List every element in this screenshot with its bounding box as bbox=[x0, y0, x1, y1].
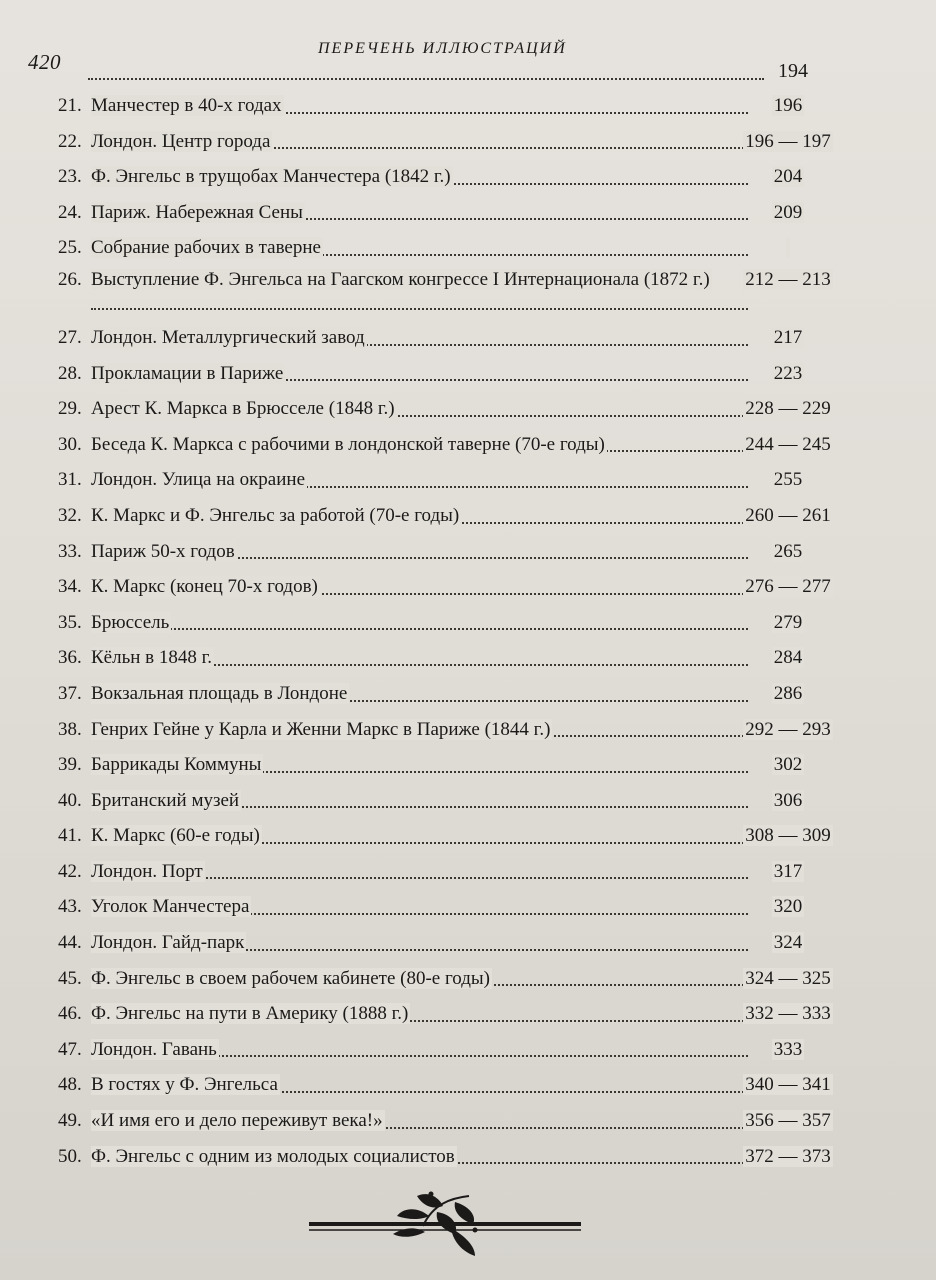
entry-number: 35. bbox=[58, 611, 82, 633]
list-item bbox=[58, 1067, 858, 1103]
entry-page: 332 — 333 bbox=[745, 1003, 831, 1025]
entry-title: Лондон. Гавань bbox=[91, 1038, 217, 1060]
entry-title: Выступление Ф. Энгельса на Гаагском конгрессе I Интернационала (1872 г.) bbox=[91, 268, 710, 290]
illustrations-list bbox=[58, 88, 858, 1174]
entry-page: 372 — 373 bbox=[745, 1145, 831, 1167]
entry-number: 28. bbox=[58, 362, 82, 384]
entry-number: 26. bbox=[58, 268, 82, 290]
entry-page: 217 bbox=[773, 326, 803, 348]
list-item bbox=[58, 88, 858, 124]
entry-page: 324 — 325 bbox=[745, 967, 831, 989]
entry-number: 27. bbox=[58, 326, 82, 348]
entry-title: «И имя его и дело переживут века!» bbox=[91, 1110, 383, 1132]
entry-number: 25. bbox=[58, 237, 82, 259]
entry-title: Лондон. Порт bbox=[91, 860, 203, 882]
dot-leader bbox=[88, 78, 764, 80]
entry-page: 228 — 229 bbox=[745, 398, 831, 420]
entry-page: 286 bbox=[773, 682, 803, 704]
entry-title: Париж. Набережная Сены bbox=[91, 201, 303, 223]
list-item bbox=[58, 569, 858, 605]
list-item bbox=[58, 195, 858, 231]
entry-title: Ф. Энгельс в трущобах Манчестера (1842 г.) bbox=[91, 166, 451, 188]
dot-leader bbox=[91, 308, 748, 310]
entry-number: 33. bbox=[58, 540, 82, 562]
entry-number: 46. bbox=[58, 1003, 82, 1025]
list-item bbox=[58, 391, 858, 427]
entry-title: К. Маркс (60-е годы) bbox=[91, 825, 260, 847]
entry-page: 302 bbox=[773, 754, 803, 776]
entry-number: 44. bbox=[58, 932, 82, 954]
entry-number: 32. bbox=[58, 504, 82, 526]
entry-title: Лондон. Гайд-парк bbox=[91, 932, 245, 954]
entry-title: Брюссель bbox=[91, 611, 170, 633]
entry-number: 31. bbox=[58, 469, 82, 491]
entry-number: 41. bbox=[58, 825, 82, 847]
entry-number: 43. bbox=[58, 896, 82, 918]
list-item bbox=[58, 230, 858, 266]
entry-title: Беседа К. Маркса с рабочими в лондонской таверне (70-е годы) bbox=[91, 433, 605, 455]
entry-number: 24. bbox=[58, 201, 82, 223]
entry-title: Лондон. Металлургический завод bbox=[91, 326, 365, 348]
list-item bbox=[58, 996, 858, 1032]
running-title: ПЕРЕЧЕНЬ ИЛЛЮСТРАЦИЙ bbox=[318, 40, 567, 57]
entry-page: 265 bbox=[773, 540, 803, 562]
entry-title: Британский музей bbox=[91, 789, 240, 811]
entry-page: 204 bbox=[773, 166, 803, 188]
entry-title: К. Маркс и Ф. Энгельс за работой (70-е годы) bbox=[91, 504, 460, 526]
entry-page: 196 — 197 bbox=[745, 130, 831, 152]
entry-number: 40. bbox=[58, 789, 82, 811]
list-item bbox=[58, 159, 858, 195]
list-item bbox=[58, 640, 858, 676]
continuation-page: 194 bbox=[778, 60, 808, 82]
entry-title: Лондон. Центр города bbox=[91, 130, 271, 152]
entry-title: Генрих Гейне у Карла и Женни Маркс в Париже (1844 г.) bbox=[91, 718, 551, 740]
continuation-row bbox=[88, 58, 828, 86]
list-item bbox=[58, 818, 858, 854]
dot-leader bbox=[91, 628, 748, 630]
list-item bbox=[58, 783, 858, 819]
entry-page: 340 — 341 bbox=[745, 1074, 831, 1096]
entry-number: 39. bbox=[58, 754, 82, 776]
entry-title: Кёльн в 1848 г. bbox=[91, 647, 213, 669]
entry-page: 292 — 293 bbox=[745, 718, 831, 740]
entry-number: 50. bbox=[58, 1145, 82, 1167]
entry-number: 45. bbox=[58, 967, 82, 989]
entry-page: 276 — 277 bbox=[745, 576, 831, 598]
entry-title: Прокламации в Париже bbox=[91, 362, 284, 384]
list-item bbox=[58, 676, 858, 712]
list-item bbox=[58, 1103, 858, 1139]
entry-number: 21. bbox=[58, 95, 82, 116]
entry-title: Собрание рабочих в таверне bbox=[91, 237, 321, 259]
list-item bbox=[58, 1139, 858, 1175]
entry-title: Манчестер в 40-х годах bbox=[91, 95, 282, 116]
entry-title: В гостях у Ф. Энгельса bbox=[91, 1074, 278, 1096]
entry-title: Баррикады Коммуны bbox=[91, 754, 262, 776]
list-item bbox=[58, 1032, 858, 1068]
entry-title: Ф. Энгельс на пути в Америку (1888 г.) bbox=[91, 1003, 409, 1025]
entry-number: 38. bbox=[58, 718, 82, 740]
entry-page: 244 — 245 bbox=[745, 433, 831, 455]
entry-page bbox=[786, 237, 790, 258]
list-item bbox=[58, 712, 858, 748]
entry-page: 333 bbox=[773, 1038, 803, 1060]
list-item bbox=[58, 356, 858, 392]
entry-number: 48. bbox=[58, 1074, 82, 1096]
entry-title: Ф. Энгельс с одним из молодых социалистов bbox=[91, 1145, 455, 1167]
entry-title: Вокзальная площадь в Лондоне bbox=[91, 682, 348, 704]
list-item bbox=[58, 925, 858, 961]
entry-number: 47. bbox=[58, 1038, 82, 1060]
entry-page: 306 bbox=[773, 789, 803, 811]
list-item bbox=[58, 320, 858, 356]
list-item bbox=[58, 266, 858, 320]
list-item bbox=[58, 605, 858, 641]
entry-number: 23. bbox=[58, 166, 82, 188]
entry-page: 324 bbox=[773, 932, 803, 954]
list-item bbox=[58, 889, 858, 925]
entry-title: Лондон. Улица на окраине bbox=[91, 469, 306, 491]
entry-page: 308 — 309 bbox=[745, 825, 831, 847]
entry-page: 320 bbox=[773, 896, 803, 918]
entry-page: 209 bbox=[773, 201, 803, 223]
entry-number: 22. bbox=[58, 130, 82, 152]
page-number: 420 bbox=[28, 50, 61, 74]
list-item bbox=[58, 854, 858, 890]
laurel-ornament bbox=[305, 1190, 585, 1260]
entry-number: 29. bbox=[58, 398, 82, 420]
entry-title: Ф. Энгельс в своем рабочем кабинете (80-е годы) bbox=[91, 967, 490, 989]
entry-page: 223 bbox=[773, 362, 803, 384]
entry-number: 30. bbox=[58, 433, 82, 455]
entry-title: К. Маркс (конец 70-х годов) bbox=[91, 576, 318, 598]
list-item bbox=[58, 961, 858, 997]
list-item bbox=[58, 462, 858, 498]
list-item bbox=[58, 747, 858, 783]
entry-page: 255 bbox=[773, 469, 803, 491]
entry-page: 356 — 357 bbox=[745, 1110, 831, 1132]
entry-page: 212 — 213 bbox=[745, 268, 831, 290]
entry-title: Париж 50-х годов bbox=[91, 540, 235, 562]
entry-title: Уголок Манчестера bbox=[91, 896, 250, 918]
entry-page: 196 bbox=[773, 95, 803, 116]
entry-page: 279 bbox=[773, 611, 803, 633]
list-item bbox=[58, 498, 858, 534]
entry-page: 284 bbox=[773, 647, 803, 669]
entry-number: 37. bbox=[58, 682, 82, 704]
list-item bbox=[58, 534, 858, 570]
entry-number: 49. bbox=[58, 1110, 82, 1132]
entry-number: 42. bbox=[58, 860, 82, 882]
entry-title: Арест К. Маркса в Брюсселе (1848 г.) bbox=[91, 398, 395, 420]
entry-number: 36. bbox=[58, 647, 82, 669]
list-item bbox=[58, 124, 858, 160]
entry-page: 317 bbox=[773, 860, 803, 882]
entry-number: 34. bbox=[58, 576, 82, 598]
entry-page: 260 — 261 bbox=[745, 504, 831, 526]
list-item bbox=[58, 427, 858, 463]
